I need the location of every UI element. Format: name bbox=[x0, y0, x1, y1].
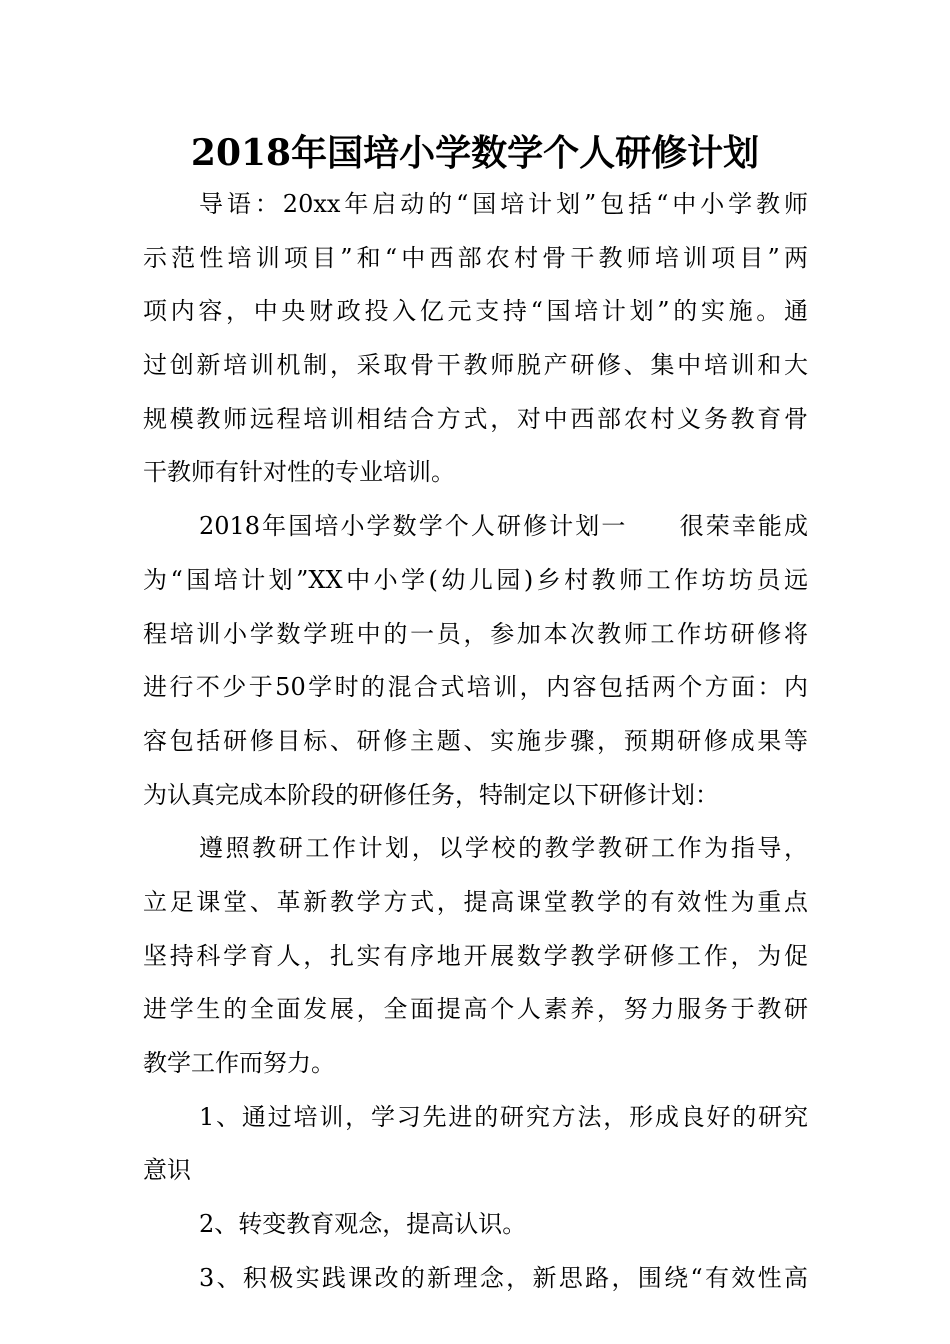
text-line: 进行不少于50学时的混合式培训，内容包括两个方面：内 bbox=[143, 673, 808, 702]
text-line: 遵照教研工作计划，以学校的教学教研工作为指导， bbox=[199, 834, 808, 863]
text-line: 进学生的全面发展，全面提高个人素养，努力服务于教研 bbox=[143, 995, 808, 1024]
list-item: 1、通过培训，学习先进的研究方法，形成良好的研究 bbox=[199, 1102, 808, 1131]
text-line: 坚持科学育人，扎实有序地开展数学教学研修工作，为促 bbox=[143, 941, 808, 970]
text-line: 示范性培训项目”和“中西部农村骨干教师培训项目”两 bbox=[143, 243, 808, 272]
text-line: 干教师有针对性的专业培训。 bbox=[143, 458, 455, 487]
text-line: 规模教师远程培训相结合方式，对中西部农村义务教育骨 bbox=[143, 404, 808, 433]
text-line: 容包括研修目标、研修主题、实施步骤，预期研修成果等 bbox=[143, 726, 808, 755]
text-line: 为认真完成本阶段的研修任务，特制定以下研修计划： bbox=[143, 780, 719, 809]
document-body bbox=[143, 178, 808, 1305]
list-item: 2、转变教育观念，提高认识。 bbox=[199, 1210, 527, 1239]
text-line: 立足课堂、革新教学方式，提高课堂教学的有效性为重点 bbox=[143, 887, 808, 916]
text-line: 为“国培计划”XX中小学(幼儿园)乡村教师工作坊坊员远 bbox=[143, 565, 808, 594]
text-line: 项内容，中央财政投入亿元支持“国培计划”的实施。通 bbox=[143, 297, 808, 326]
list-item-continuation: 意识 bbox=[143, 1156, 191, 1185]
text-line: 教学工作而努力。 bbox=[143, 1049, 335, 1077]
text-line: 程培训小学数学班中的一员，参加本次教师工作坊研修将 bbox=[143, 619, 808, 648]
text-line: 过创新培训机制，采取骨干教师脱产研修、集中培训和大 bbox=[143, 351, 808, 380]
document-title: 2018年国培小学数学个人研修计划 bbox=[190, 132, 760, 174]
text-line: 导语：20xx年启动的“国培计划”包括“中小学教师 bbox=[199, 190, 808, 218]
text-line: 2018年国培小学数学个人研修计划一 很荣幸能成 bbox=[199, 512, 808, 541]
list-item: 3、积极实践课改的新理念，新思路，围绕“有效性高 bbox=[199, 1263, 808, 1292]
